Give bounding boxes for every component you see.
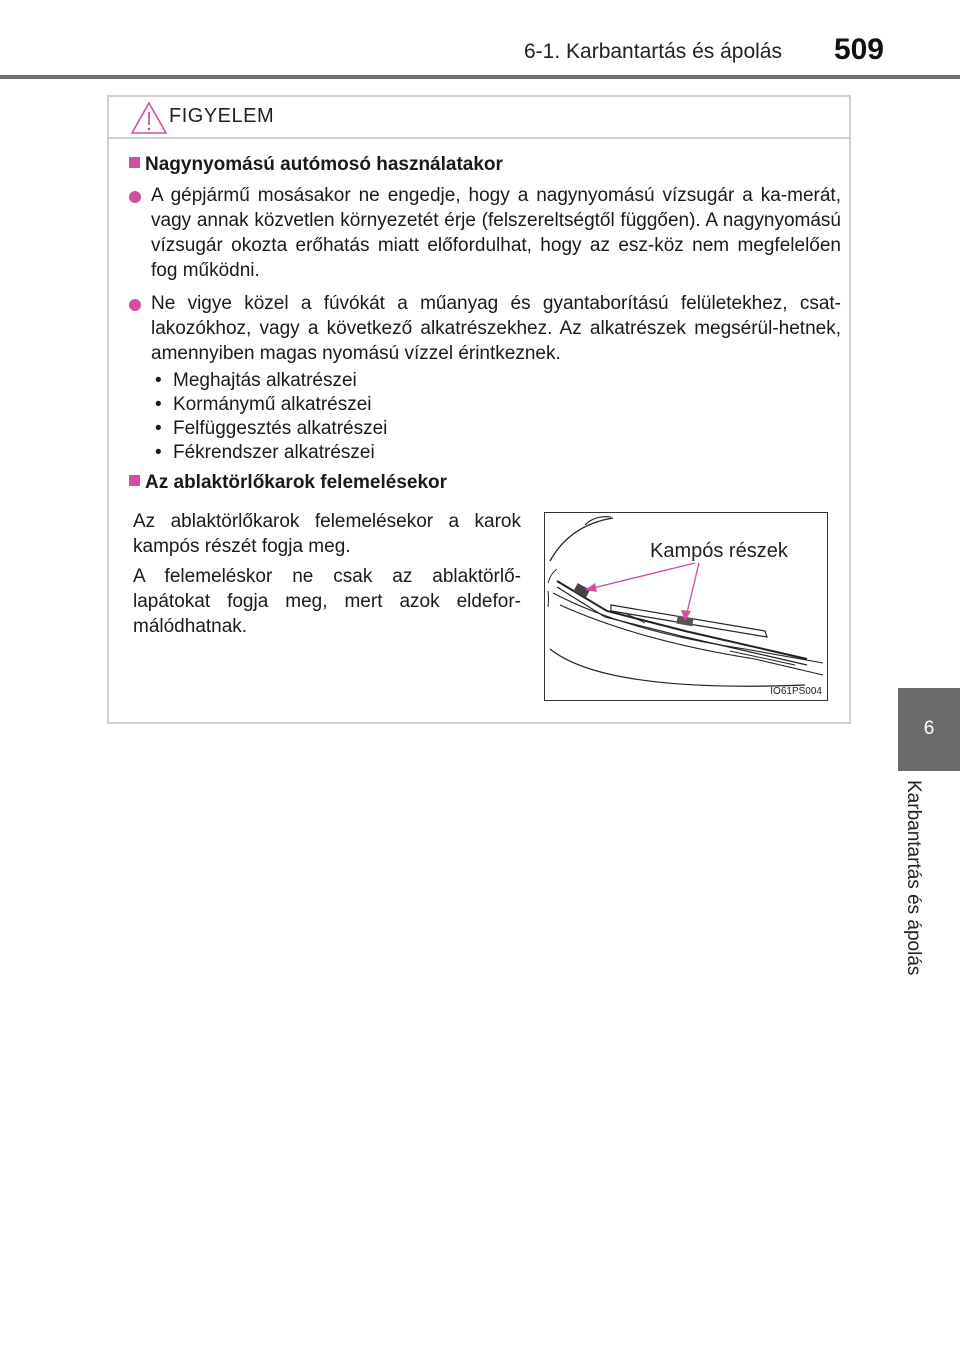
figure-code: IO61PS004 [770,686,822,697]
chapter-title: Karbantartás és ápolás [903,780,924,976]
page-number: 509 [833,33,884,66]
warning-label: FIGYELEM [169,105,275,127]
bullet-paragraph: A gépjármű mosásakor ne engedje, hogy a nagynyomású vízsugár a ka-merát, vagy annak közvetlen környezetét érje (felszereltségtől függően). A nagynyomású vízsugár okozta erőhatás miatt előfordulhat, hogy az esz-köz nem megfelelően fog működni. [151,185,841,281]
paragraph: A felemeléskor ne csak az ablaktörlő-lapátokat fogja meg, mert azok eldefor-málódhatnak. [133,566,521,637]
header-rule [0,75,960,79]
callout-label: Kampós részek [650,540,788,562]
square-bullet-icon [129,475,140,486]
section-heading: Nagynyomású autómosó használatakor [129,154,503,176]
page-header [0,0,960,80]
section-heading: Az ablaktörlőkarok felemelésekor [129,472,447,494]
warning-triangle-icon [129,100,169,136]
section-title: 6-1. Karbantartás és ápolás [524,40,782,63]
warning-header [109,97,849,139]
chapter-tab [898,688,960,771]
parts-list [155,369,387,465]
list-item: • Felfüggesztés alkatrészei [155,417,387,441]
chapter-number: 6 [923,718,935,739]
wiper-illustration [544,512,828,701]
circle-bullet-icon [129,299,141,311]
list-item: • Fékrendszer alkatrészei [155,441,387,465]
paragraph: Az ablaktörlőkarok felemelésekor a karok kampós részét fogja meg. [133,511,521,557]
circle-bullet-icon [129,191,141,203]
warning-box [107,95,851,724]
square-bullet-icon [129,157,140,168]
list-item: • Meghajtás alkatrészei [155,369,387,393]
bullet-paragraph: Ne vigye közel a fúvókát a műanyag és gyantaborítású felületekhez, csat-lakozókhoz, vagy a következő alkatrészekhez. Az alkatrészek megsérül-hetnek, amennyiben magas nyomású vízzel érintkeznek. [151,293,841,364]
list-item: • Kormánymű alkatrészei [155,393,387,417]
